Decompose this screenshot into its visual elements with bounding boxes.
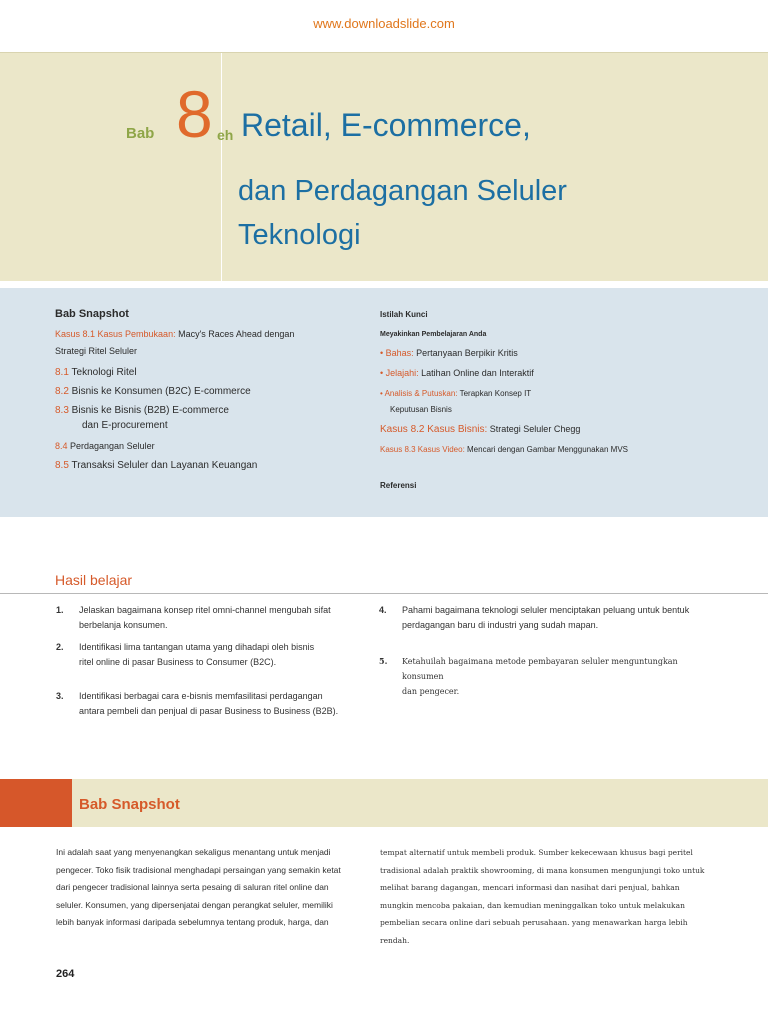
body-line: mungkin mencoba pakaian, dan kemudian meninggalkan toko untuk melakukan (380, 900, 685, 910)
outcome-text (402, 654, 709, 699)
section-title: Bab Snapshot (79, 796, 180, 813)
outcome-line: Identifikasi berbagai cara e-bisnis memfasilitasi perdagangan (79, 691, 323, 701)
case-opening-label: Kasus 8.1 Kasus Pembukaan: (55, 329, 176, 339)
snapshot-item-continuation: dan E-procurement (82, 420, 168, 431)
outcome-text (79, 603, 331, 633)
title-divider (221, 53, 222, 282)
explore-text: Latihan Online dan Interaktif (418, 368, 534, 378)
analyze-continuation: Keputusan Bisnis (390, 405, 452, 414)
body-line: Ini adalah saat yang menyenangkan sekaligus menantang untuk menjadi (56, 847, 331, 857)
outcome-item (56, 689, 376, 721)
outcome-number: 3. (56, 691, 64, 701)
page-number: 264 (56, 968, 75, 980)
snapshot-item (55, 441, 155, 451)
outcome-line: Jelaskan bagaimana konsep ritel omni-channel mengubah sifat (79, 605, 331, 615)
key-terms-subheading: Meyakinkan Pembelajaran Anda (380, 331, 487, 338)
case-video-label: Kasus 8.3 Kasus Video: (380, 445, 465, 454)
key-terms-heading: Istilah Kunci (380, 310, 428, 319)
case-opening-line-1 (55, 329, 294, 339)
snapshot-item-number: 8.5 (55, 460, 69, 471)
case-business-row (380, 424, 580, 435)
chapter-title-line-2: dan Perdagangan Seluler (238, 175, 567, 207)
snapshot-item-text: Transaksi Seluler dan Layanan Keuangan (68, 460, 258, 471)
snapshot-item-number: 8.4 (55, 441, 68, 451)
body-line: tempat alternatif untuk membeli produk. Sumber kekecewaan khusus bagi peritel (380, 848, 693, 857)
snapshot-item-number: 8.3 (55, 405, 69, 416)
body-line: lebih banyak informasi daripada sebelumnya tentang produk, harga, dan (56, 917, 329, 927)
snapshot-item-number: 8.1 (55, 367, 69, 378)
discuss-text: Pertanyaan Berpikir Kritis (413, 348, 518, 358)
body-line: rendah. (380, 935, 410, 945)
chapter-number: 8 (176, 77, 213, 151)
snapshot-item (55, 405, 229, 416)
outcome-line: Ketahuilah bagaimana metode pembayaran seluler menguntungkan konsumen (402, 657, 678, 681)
snapshot-item-text: Perdagangan Seluler (67, 441, 155, 451)
snapshot-item-text: Bisnis ke Konsumen (B2C) E-commerce (68, 386, 251, 397)
discuss-row (380, 348, 518, 358)
chapter-label: Bab (126, 125, 155, 142)
snapshot-panel (0, 288, 768, 517)
chapter-title-band (0, 52, 768, 281)
explore-row (380, 368, 534, 378)
body-line: pengecer. Toko fisik tradisional menghadapi persaingan yang semakin ketat (56, 864, 341, 875)
section-header-band (0, 779, 768, 827)
outcome-item (56, 603, 366, 635)
case-video-row (380, 445, 628, 454)
outcome-item (379, 603, 709, 635)
learning-outcomes-heading: Hasil belajar (55, 572, 133, 588)
outcome-text (79, 689, 338, 719)
body-line: tradisional adalah praktik showrooming, di mana konsumen mengunjungi toko untuk (380, 865, 705, 875)
case-opening-line-2: Strategi Ritel Seluler (55, 346, 138, 356)
outcome-number: 2. (56, 642, 64, 652)
discuss-label: • Bahas: (380, 348, 414, 358)
outcome-number: 1. (56, 605, 64, 615)
analyze-label: • Analisis & Putuskan: (380, 389, 458, 398)
outcome-line: Pahami bagaimana teknologi seluler menciptakan peluang untuk bentuk (402, 605, 690, 615)
chapter-title-line-3: Teknologi (238, 219, 361, 251)
snapshot-item-number: 8.2 (55, 386, 69, 397)
outcome-text (79, 640, 314, 670)
outcome-number: 4. (379, 605, 387, 615)
case-business-label: Kasus 8.2 Kasus Bisnis: (380, 424, 488, 435)
outcome-text (402, 603, 689, 633)
snapshot-item-text: Teknologi Ritel (68, 367, 137, 378)
outcome-line: berbelanja konsumen. (79, 620, 168, 630)
outcome-line: dan pengecer. (402, 687, 460, 696)
body-column-left (56, 844, 356, 932)
chapter-suffix: eh (217, 127, 234, 143)
references-label: Referensi (380, 481, 417, 490)
snapshot-item (55, 386, 251, 397)
snapshot-item-text: Bisnis ke Bisnis (B2B) E-commerce (68, 405, 229, 416)
outcome-line: Identifikasi lima tantangan utama yang dihadapi oleh bisnis (79, 642, 315, 652)
outcome-line: ritel online di pasar Business to Consumer (B2C). (79, 657, 277, 667)
explore-label: • Jelajahi: (380, 368, 419, 378)
body-line: pembelian secara online dari sebuah perusahaan. yang menawarkan harga lebih (380, 918, 688, 927)
case-opening-text: Macy's Races Ahead dengan (175, 329, 295, 339)
body-column-right (380, 844, 705, 949)
outcome-line: antara pembeli dan penjual di pasar Business to Business (B2B). (79, 706, 339, 716)
outcome-number: 5. (379, 656, 388, 666)
body-line: dari pengecer tradisional lainnya serta pesaing di saluran ritel online dan (56, 882, 329, 892)
outcome-item (56, 640, 366, 672)
case-business-text: Strategi Seluler Chegg (487, 424, 581, 434)
analyze-text: Terapkan Konsep IT (457, 389, 532, 398)
chapter-title-line-1: Retail, E-commerce, (241, 107, 531, 143)
snapshot-heading: Bab Snapshot (55, 308, 129, 320)
snapshot-item (55, 367, 137, 378)
snapshot-item (55, 460, 257, 471)
analyze-row (380, 389, 531, 398)
outcome-item (379, 654, 709, 696)
source-url[interactable]: www.downloadslide.com (313, 16, 455, 31)
outcome-line: perdagangan baru di industri yang sudah mapan. (402, 620, 599, 630)
case-video-text: Mencari dengan Gambar Menggunakan MVS (464, 445, 628, 454)
body-line: seluler. Konsumen, yang dipersenjatai dengan perangkat seluler, memiliki (56, 899, 333, 910)
body-line: melihat barang dagangan, mencari informasi dan nasihat dari penjual, bahkan (380, 883, 680, 892)
learning-outcomes-divider (0, 593, 768, 594)
section-accent-block (0, 779, 72, 827)
